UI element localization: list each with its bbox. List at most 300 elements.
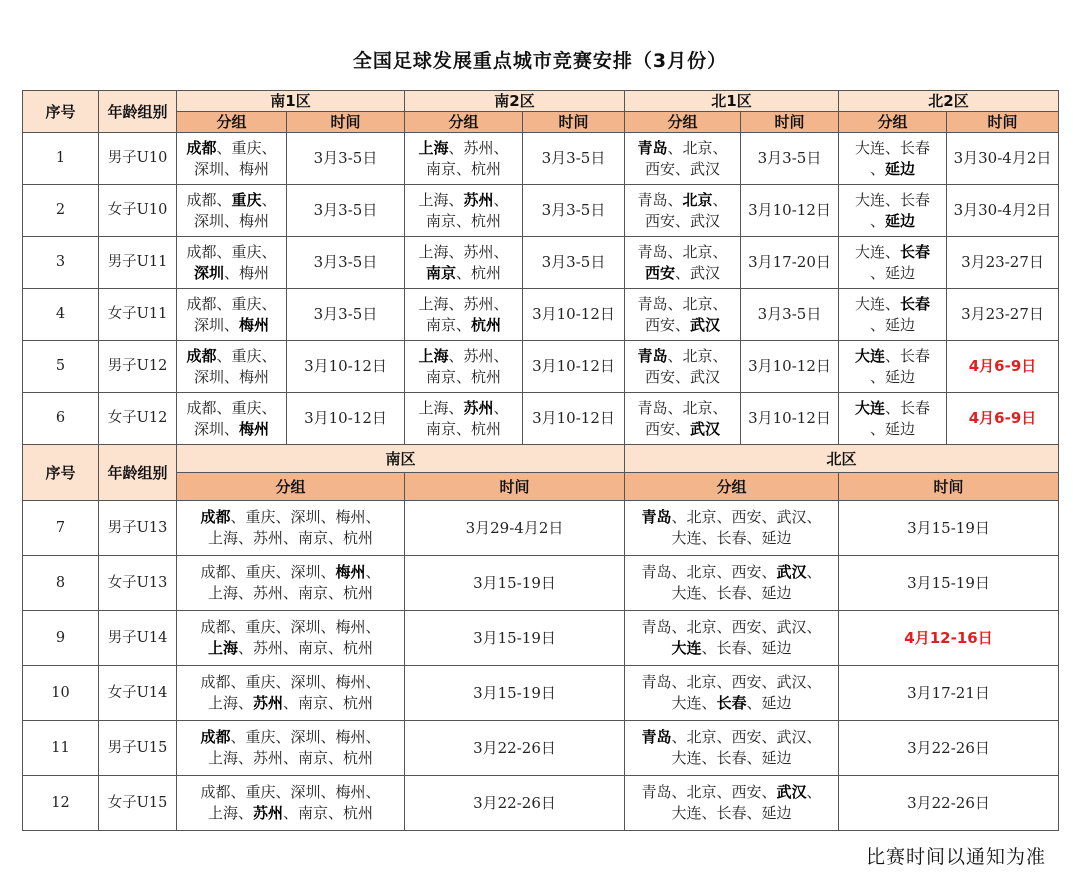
schedule-table-body	[23, 91, 1059, 831]
city-text: 上海、苏州、南京、杭州	[207, 529, 373, 547]
city-text: 、北京、西安、武汉、	[671, 508, 822, 526]
group-cell	[625, 289, 741, 341]
time-cell: 3月29-4月2日	[405, 501, 625, 556]
time-cell: 4月6-9日	[947, 341, 1059, 393]
time-header: 时间	[947, 112, 1059, 133]
city-text: 大连、	[854, 242, 900, 261]
city-text: 、苏州、南京、杭州	[238, 639, 374, 657]
group-line	[627, 727, 836, 748]
group-line	[179, 528, 402, 549]
time-cell: 3月17-21日	[839, 666, 1059, 721]
group-line	[407, 419, 520, 440]
group-cell	[177, 556, 405, 611]
group-cell	[177, 611, 405, 666]
group-line	[179, 398, 284, 419]
group-line	[627, 617, 836, 638]
group-line	[179, 748, 402, 769]
group-line	[841, 315, 944, 336]
group-line	[407, 263, 520, 284]
host-city: 长春	[716, 694, 747, 712]
group-line	[841, 419, 944, 440]
host-city: 长春	[900, 242, 931, 261]
city-text: 成都、	[186, 190, 232, 209]
subheader-row	[23, 112, 1059, 133]
page-title: 全国足球发展重点城市竞赛安排（3月份）	[352, 50, 728, 72]
table-row	[23, 393, 1059, 445]
seq-cell: 1	[23, 133, 99, 185]
city-text: 上海、苏州、南京、杭州	[207, 749, 373, 767]
city-text: 、南京、杭州	[283, 804, 374, 822]
host-city: 苏州	[463, 190, 494, 209]
table-row	[23, 776, 1059, 831]
group-cell	[405, 237, 523, 289]
group-line	[841, 398, 944, 419]
time-cell: 3月30-4月2日	[947, 185, 1059, 237]
city-text: 深圳、	[193, 419, 239, 438]
host-city: 西安	[644, 263, 675, 282]
host-city: 梅州	[239, 315, 270, 334]
host-city: 上海	[207, 639, 238, 657]
time-cell: 3月15-19日	[405, 556, 625, 611]
host-city: 重庆	[231, 190, 262, 209]
city-text: 青岛、北京、	[637, 294, 728, 313]
time-cell: 3月10-12日	[741, 393, 839, 445]
host-city: 延边	[885, 211, 916, 230]
time-cell: 3月10-12日	[523, 393, 625, 445]
group-line	[179, 138, 284, 159]
city-text: 深圳、	[193, 315, 239, 334]
group-cell	[405, 341, 523, 393]
city-text: 西安、武汉	[644, 159, 720, 178]
host-city: 大连	[854, 398, 885, 417]
time-cell: 3月22-26日	[405, 721, 625, 776]
city-text: 上海、	[207, 694, 253, 712]
city-text: 深圳、梅州	[193, 159, 269, 178]
age-header: 年龄组别	[99, 445, 177, 501]
group-cell	[625, 185, 741, 237]
host-city: 梅州	[239, 419, 270, 438]
group-line	[179, 263, 284, 284]
city-text: 南京、杭州	[425, 211, 501, 230]
host-city: 大连	[854, 346, 885, 365]
city-text: 西安、武汉	[644, 211, 720, 230]
host-city: 成都	[186, 138, 217, 157]
time-cell: 3月22-26日	[839, 721, 1059, 776]
time-cell: 3月3-5日	[287, 237, 405, 289]
city-text: 大连、	[854, 294, 900, 313]
group-line	[627, 398, 738, 419]
age-cell: 女子U13	[99, 556, 177, 611]
city-text: 青岛、北京、西安、武汉、	[641, 673, 822, 691]
time-cell: 3月3-5日	[523, 185, 625, 237]
group-line	[627, 672, 836, 693]
time-cell: 4月6-9日	[947, 393, 1059, 445]
city-text: 、北京、西安、武汉、	[671, 728, 822, 746]
header-row	[23, 445, 1059, 473]
host-city: 长春	[900, 294, 931, 313]
city-text: 、延边	[869, 367, 915, 386]
city-text: 大连、	[671, 694, 717, 712]
age-cell: 女子U10	[99, 185, 177, 237]
group-cell	[625, 776, 839, 831]
subheader-row	[23, 473, 1059, 501]
seq-cell: 6	[23, 393, 99, 445]
city-text: 、	[365, 563, 381, 581]
age-cell: 女子U15	[99, 776, 177, 831]
host-city: 成都	[186, 346, 217, 365]
time-cell: 3月3-5日	[287, 289, 405, 341]
time-cell: 3月15-19日	[405, 611, 625, 666]
seq-cell: 8	[23, 556, 99, 611]
seq-cell: 12	[23, 776, 99, 831]
group-cell	[839, 393, 947, 445]
group-line	[407, 294, 520, 315]
group-line	[627, 782, 836, 803]
host-city: 大连	[671, 639, 702, 657]
city-text: 成都、重庆、	[186, 398, 277, 417]
group-line	[627, 507, 836, 528]
group-line	[407, 346, 520, 367]
city-text: 、延边	[746, 694, 792, 712]
group-header: 分组	[625, 112, 741, 133]
host-city: 武汉	[690, 315, 721, 334]
city-text: 、延边	[869, 263, 915, 282]
group-line	[179, 782, 402, 803]
host-city: 青岛	[637, 346, 668, 365]
city-text: 青岛、北京、西安、武汉、	[641, 618, 822, 636]
group-line	[179, 507, 402, 528]
group-cell	[625, 341, 741, 393]
host-city: 梅州	[335, 563, 366, 581]
group-cell	[625, 556, 839, 611]
group-line	[179, 242, 284, 263]
group-cell	[177, 776, 405, 831]
group-cell	[177, 289, 287, 341]
host-city: 成都	[200, 728, 231, 746]
group-line	[627, 562, 836, 583]
host-city: 青岛	[641, 728, 672, 746]
time-cell: 4月12-16日	[839, 611, 1059, 666]
time-header: 时间	[839, 473, 1059, 501]
city-text: 、北京、	[667, 346, 728, 365]
host-city: 深圳	[193, 263, 224, 282]
age-cell: 男子U12	[99, 341, 177, 393]
zone-header: 南2区	[405, 91, 625, 112]
seq-cell: 2	[23, 185, 99, 237]
city-text: 成都、重庆、深圳、	[200, 563, 336, 581]
host-city: 苏州	[252, 804, 283, 822]
group-line	[179, 346, 284, 367]
time-cell: 3月10-12日	[287, 341, 405, 393]
group-header: 分组	[177, 112, 287, 133]
group-line	[841, 159, 944, 180]
group-line	[179, 803, 402, 824]
host-city: 杭州	[471, 315, 502, 334]
time-cell: 3月22-26日	[405, 776, 625, 831]
city-text: 上海、	[207, 804, 253, 822]
host-city: 武汉	[690, 419, 721, 438]
city-text: 、武汉	[675, 263, 721, 282]
group-line	[627, 419, 738, 440]
group-line	[179, 419, 284, 440]
host-city: 上海	[418, 138, 449, 157]
group-cell	[839, 341, 947, 393]
group-line	[627, 138, 738, 159]
group-cell	[625, 611, 839, 666]
group-line	[841, 211, 944, 232]
group-cell	[177, 237, 287, 289]
host-city: 苏州	[463, 398, 494, 417]
seq-cell: 4	[23, 289, 99, 341]
time-cell: 3月10-12日	[741, 185, 839, 237]
city-text: 、杭州	[456, 263, 502, 282]
group-line	[841, 138, 944, 159]
group-line	[179, 159, 284, 180]
age-header: 年龄组别	[99, 91, 177, 133]
city-text: 、	[493, 398, 509, 417]
group-cell	[177, 393, 287, 445]
city-text: 、长春、延边	[701, 639, 792, 657]
group-cell	[177, 721, 405, 776]
table-row	[23, 666, 1059, 721]
group-cell	[839, 185, 947, 237]
table-row	[23, 289, 1059, 341]
table-row	[23, 237, 1059, 289]
table-row	[23, 611, 1059, 666]
city-text: 、	[806, 563, 822, 581]
city-text: 青岛、北京、	[637, 242, 728, 261]
time-cell: 3月17-20日	[741, 237, 839, 289]
group-header: 分组	[177, 473, 405, 501]
seq-cell: 3	[23, 237, 99, 289]
time-cell: 3月10-12日	[741, 341, 839, 393]
group-line	[179, 294, 284, 315]
time-header: 时间	[741, 112, 839, 133]
group-header: 分组	[839, 112, 947, 133]
city-text: 西安、	[644, 315, 690, 334]
group-line	[179, 190, 284, 211]
time-cell: 3月10-12日	[523, 341, 625, 393]
group-line	[627, 693, 836, 714]
table-row	[23, 341, 1059, 393]
city-text: 西安、武汉	[644, 367, 720, 386]
group-line	[627, 346, 738, 367]
city-text: 、重庆、	[216, 346, 277, 365]
group-line	[407, 190, 520, 211]
seq-header: 序号	[23, 91, 99, 133]
group-line	[407, 367, 520, 388]
group-line	[627, 190, 738, 211]
city-text: 青岛、	[637, 190, 683, 209]
group-cell	[405, 133, 523, 185]
city-text: 、南京、杭州	[283, 694, 374, 712]
group-cell	[177, 501, 405, 556]
age-cell: 男子U15	[99, 721, 177, 776]
city-text: 上海、苏州、南京、杭州	[207, 584, 373, 602]
group-line	[179, 562, 402, 583]
host-city: 青岛	[641, 508, 672, 526]
city-text: 成都、重庆、深圳、梅州、	[200, 618, 381, 636]
group-line	[841, 367, 944, 388]
city-text: 深圳、梅州	[193, 367, 269, 386]
zone-header: 北2区	[839, 91, 1059, 112]
city-text: 成都、重庆、	[186, 294, 277, 313]
host-city: 南京	[425, 263, 456, 282]
city-text: 深圳、梅州	[193, 211, 269, 230]
group-cell	[405, 185, 523, 237]
table-row	[23, 185, 1059, 237]
city-text: 上海、	[418, 190, 464, 209]
group-line	[627, 748, 836, 769]
city-text: 南京、杭州	[425, 419, 501, 438]
group-line	[627, 294, 738, 315]
group-line	[179, 617, 402, 638]
group-line	[179, 727, 402, 748]
group-cell	[625, 393, 741, 445]
city-text: 、延边	[869, 315, 915, 334]
city-text: 青岛、北京、西安、	[641, 563, 777, 581]
group-line	[627, 803, 836, 824]
city-text: 、苏州、	[448, 346, 509, 365]
city-text: 大连、长春	[854, 190, 930, 209]
host-city: 武汉	[776, 783, 807, 801]
group-line	[841, 190, 944, 211]
city-text: 、重庆、深圳、梅州、	[230, 508, 381, 526]
city-text: 、梅州	[224, 263, 270, 282]
time-header: 时间	[287, 112, 405, 133]
age-cell: 女子U12	[99, 393, 177, 445]
age-cell: 男子U13	[99, 501, 177, 556]
city-text: 、长春	[885, 346, 931, 365]
time-cell: 3月30-4月2日	[947, 133, 1059, 185]
group-line	[179, 638, 402, 659]
city-text: 、苏州、	[448, 138, 509, 157]
group-line	[179, 367, 284, 388]
time-cell: 3月15-19日	[405, 666, 625, 721]
time-cell: 3月3-5日	[287, 133, 405, 185]
group-line	[407, 159, 520, 180]
city-text: 成都、重庆、深圳、梅州、	[200, 673, 381, 691]
host-city: 青岛	[637, 138, 668, 157]
time-cell: 3月10-12日	[287, 393, 405, 445]
age-cell: 女子U14	[99, 666, 177, 721]
group-cell	[177, 666, 405, 721]
city-text: 上海、	[418, 398, 464, 417]
city-text: 、	[806, 783, 822, 801]
city-text: 大连、长春	[854, 138, 930, 157]
group-cell	[625, 721, 839, 776]
group-line	[179, 672, 402, 693]
group-line	[179, 211, 284, 232]
group-line	[627, 211, 738, 232]
seq-cell: 11	[23, 721, 99, 776]
group-line	[179, 583, 402, 604]
city-text: 青岛、北京、西安、	[641, 783, 777, 801]
zone-header: 北区	[625, 445, 1059, 473]
time-cell: 3月3-5日	[287, 185, 405, 237]
city-text: 上海、苏州、	[418, 294, 509, 313]
host-city: 延边	[885, 159, 916, 178]
city-text: 上海、苏州、	[418, 242, 509, 261]
zone-header: 南1区	[177, 91, 405, 112]
group-cell	[405, 289, 523, 341]
group-cell	[177, 185, 287, 237]
table-row	[23, 556, 1059, 611]
age-cell: 男子U14	[99, 611, 177, 666]
group-line	[407, 211, 520, 232]
age-cell: 男子U11	[99, 237, 177, 289]
city-text: 成都、重庆、深圳、梅州、	[200, 783, 381, 801]
seq-cell: 10	[23, 666, 99, 721]
seq-cell: 9	[23, 611, 99, 666]
city-text: 、重庆、深圳、梅州、	[230, 728, 381, 746]
time-cell: 3月3-5日	[741, 289, 839, 341]
time-cell: 3月3-5日	[741, 133, 839, 185]
city-text: 南京、杭州	[425, 367, 501, 386]
city-text: 、	[712, 190, 728, 209]
seq-cell: 7	[23, 501, 99, 556]
group-line	[407, 398, 520, 419]
group-cell	[405, 393, 523, 445]
group-cell	[839, 237, 947, 289]
city-text: 成都、重庆、	[186, 242, 277, 261]
time-header: 时间	[523, 112, 625, 133]
group-line	[841, 263, 944, 284]
group-header: 分组	[405, 112, 523, 133]
city-text: 大连、长春、延边	[671, 804, 792, 822]
city-text: 南京、	[425, 315, 471, 334]
group-line	[841, 294, 944, 315]
group-line	[407, 315, 520, 336]
city-text: 南京、杭州	[425, 159, 501, 178]
city-text: 大连、长春、延边	[671, 749, 792, 767]
group-cell	[839, 289, 947, 341]
group-cell	[625, 237, 741, 289]
time-cell: 3月3-5日	[523, 133, 625, 185]
group-line	[627, 638, 836, 659]
group-line	[179, 315, 284, 336]
seq-cell: 5	[23, 341, 99, 393]
zone-header: 北1区	[625, 91, 839, 112]
time-header: 时间	[405, 473, 625, 501]
seq-header: 序号	[23, 445, 99, 501]
group-cell	[839, 133, 947, 185]
group-line	[627, 528, 836, 549]
host-city: 上海	[418, 346, 449, 365]
host-city: 北京	[682, 190, 713, 209]
group-cell	[625, 133, 741, 185]
group-line	[627, 315, 738, 336]
city-text: 、长春	[885, 398, 931, 417]
group-cell	[177, 341, 287, 393]
city-text: 、	[493, 190, 509, 209]
city-text: 西安、	[644, 419, 690, 438]
city-text: 、延边	[869, 419, 915, 438]
city-text: 、重庆、	[216, 138, 277, 157]
time-cell: 3月22-26日	[839, 776, 1059, 831]
age-cell: 男子U10	[99, 133, 177, 185]
age-cell: 女子U11	[99, 289, 177, 341]
group-cell	[625, 666, 839, 721]
group-line	[179, 693, 402, 714]
host-city: 成都	[200, 508, 231, 526]
time-cell: 3月10-12日	[523, 289, 625, 341]
table-row	[23, 501, 1059, 556]
time-cell: 3月23-27日	[947, 237, 1059, 289]
city-text: 、	[261, 190, 277, 209]
group-line	[627, 583, 836, 604]
city-text: 、	[869, 159, 885, 178]
